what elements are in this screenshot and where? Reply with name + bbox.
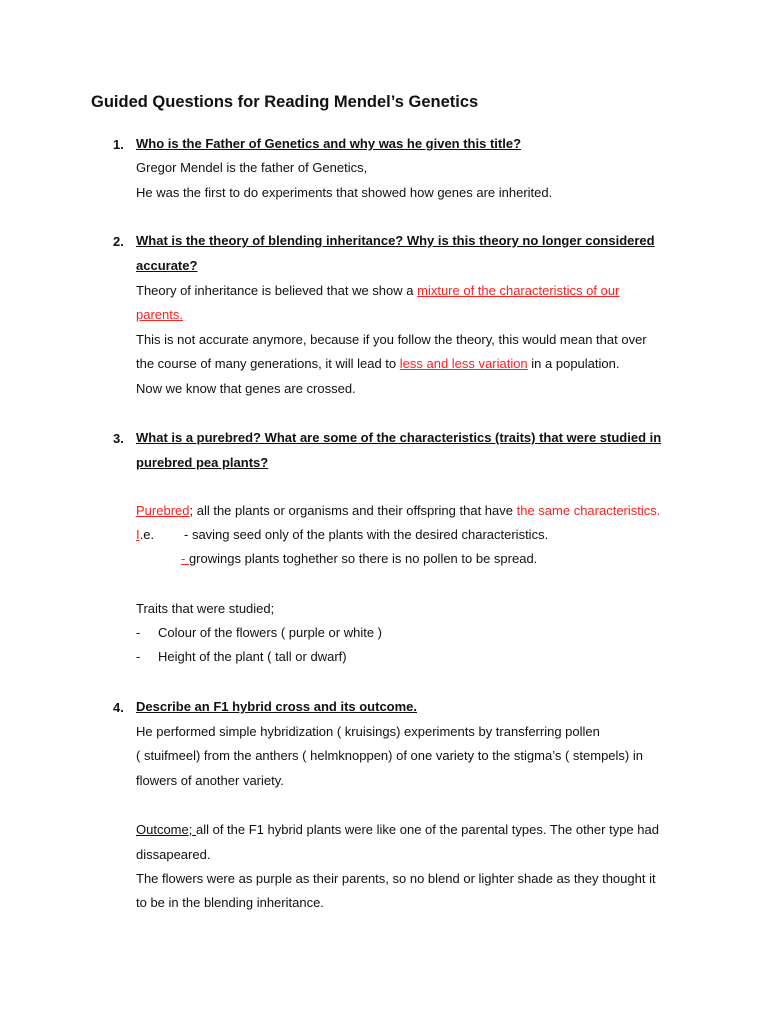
trait-1: Colour of the flowers ( purple or white ) [158, 625, 382, 640]
answer-2-line-5: Now we know that genes are crossed. [136, 381, 356, 396]
answer-1-line-1: Gregor Mendel is the father of Genetics, [136, 160, 368, 175]
answer-4-line-7: to be in the blending inheritance. [136, 895, 324, 910]
traits-heading: Traits that were studied; [136, 601, 275, 616]
answer-4-line-2: ( stuifmeel) from the anthers ( helmknoppen) of one variety to the stigma’s ( stempels) in [136, 748, 643, 763]
trait-2: Height of the plant ( tall or dwarf) [158, 649, 347, 664]
question-3-text-line-1: What is a purebred? What are some of the characteristics (traits) that were studied in [136, 430, 662, 445]
page-title: Guided Questions for Reading Mendel’s Genetics [91, 93, 479, 111]
answer-2-line-1 [136, 282, 619, 300]
answer-4-line-1: He performed simple hybridization ( kruisings) experiments by transferring pollen [136, 724, 600, 739]
answer-2-line-2 [136, 306, 183, 324]
trait-2-bullet: - [136, 649, 141, 664]
ie-label [136, 527, 154, 542]
answer-2-line-4 [136, 355, 619, 373]
answer-4-line-6: The flowers were as purple as their parents, so no blend or lighter shade as they thought it [136, 871, 656, 886]
answer-4-line-3: flowers of another variety. [136, 773, 284, 788]
question-1-text: Who is the Father of Genetics and why was he given this title? [136, 136, 522, 151]
purebred-term: Purebred [136, 503, 190, 518]
highlight-parents: parents. [136, 307, 183, 322]
highlight-variation: less and less variation [399, 356, 528, 371]
question-2-text-line-1: What is the theory of blending inheritance? Why is this theory no longer considered [136, 233, 655, 248]
trait-1-bullet: - [136, 625, 141, 640]
answer-2-line-3: This is not accurate anymore, because if you follow the theory, this would mean that over [136, 332, 647, 347]
ie-item-2-dash: - [181, 551, 189, 566]
question-1-number: 1. [113, 137, 124, 152]
highlight-same-characteristics: the same characteristics. [516, 503, 661, 518]
question-3-text-line-2: purebred pea plants? [136, 455, 269, 470]
purebred-definition-text: ; all the plants or organisms and their offspring that have [189, 503, 517, 518]
answer-2-line-4-post: in a population. [527, 356, 620, 371]
answer-4-line-5: dissapeared. [136, 847, 211, 862]
answer-2-line-1-text: Theory of inheritance is believed that we show a [136, 283, 418, 298]
ie-label-post: .e. [139, 527, 155, 542]
question-2-number: 2. [113, 234, 124, 249]
outcome-line [136, 821, 659, 839]
ie-label-red: I [136, 527, 140, 542]
outcome-label: Outcome; [136, 822, 196, 837]
answer-1-line-2: He was the first to do experiments that showed how genes are inherited. [136, 185, 553, 200]
question-4-text: Describe an F1 hybrid cross and its outcome. [136, 699, 418, 714]
question-2-text-line-2: accurate? [136, 258, 198, 273]
ie-item-2-text: growings plants toghether so there is no pollen to be spread. [188, 551, 538, 566]
question-3-number: 3. [113, 431, 124, 446]
ie-item-2 [181, 551, 537, 566]
answer-2-line-4-pre: the course of many generations, it will lead to [136, 356, 400, 371]
purebred-definition [136, 502, 660, 520]
highlight-mixture: mixture of the characteristics of our [417, 283, 620, 298]
outcome-text: all of the F1 hybrid plants were like one of the parental types. The other type had [195, 822, 659, 837]
ie-item-1: - saving seed only of the plants with the desired characteristics. [184, 527, 549, 542]
question-4-number: 4. [113, 700, 124, 715]
